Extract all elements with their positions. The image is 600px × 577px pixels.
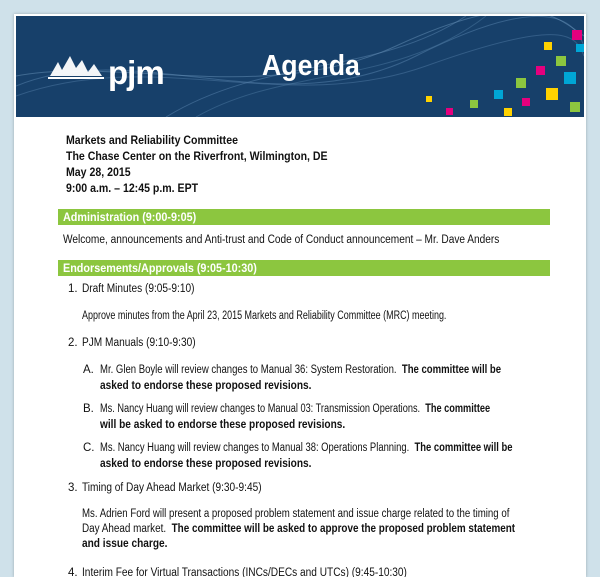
meeting-date: May 28, 2015	[66, 165, 131, 179]
header-banner	[16, 16, 584, 117]
agenda-page	[14, 14, 586, 577]
subitem-text: asked to endorse these proposed revisions.	[100, 380, 312, 392]
subitem-letter: A.	[83, 364, 94, 376]
section-heading: Administration (9:00-9:05)	[63, 210, 197, 224]
subitem-text: will be asked to endorse these proposed revisions.	[100, 419, 346, 431]
committee-name: Markets and Reliability Committee	[66, 133, 238, 147]
administration-text: Welcome, announcements and Anti-trust and Code of Conduct announcement – Mr. Dave Anders	[63, 234, 500, 246]
meeting-location: The Chase Center on the Riverfront, Wilmington, DE	[66, 149, 328, 163]
item-text: Approve minutes from the April 23, 2015 Markets and Reliability Committee (MRC) meeting.	[82, 310, 447, 322]
item-number: 4.	[68, 567, 78, 577]
subitem-text: asked to endorse these proposed revisions.	[100, 458, 312, 470]
subitem-letter: C.	[83, 442, 95, 454]
page-title: Agenda	[262, 50, 360, 82]
item-text: and issue charge.	[82, 538, 168, 550]
item-number: 1.	[68, 283, 78, 295]
item-text: Ms. Adrien Ford will present a proposed problem statement and issue charge related to the timing of	[82, 508, 510, 520]
item-title: Draft Minutes (9:05-9:10)	[82, 283, 195, 295]
item-number: 2.	[68, 337, 78, 349]
subitem-text: Ms. Nancy Huang will review changes to Manual 38: Operations Planning. The committee will be	[100, 442, 513, 454]
subitem-text: Mr. Glen Boyle will review changes to Manual 36: System Restoration. The committee will be	[100, 364, 502, 376]
pjm-logo	[48, 54, 164, 91]
item-number: 3.	[68, 482, 78, 494]
logo-text: pjm	[108, 54, 164, 91]
subitem-letter: B.	[83, 403, 94, 415]
section-administration	[58, 209, 550, 225]
meeting-info	[66, 132, 363, 196]
section-endorsements	[58, 260, 550, 276]
item-title: PJM Manuals (9:10-9:30)	[82, 337, 196, 349]
subitem-text: Ms. Nancy Huang will review changes to Manual 03: Transmission Operations. The committee	[100, 403, 491, 415]
item-title: Timing of Day Ahead Market (9:30-9:45)	[82, 482, 262, 494]
section-heading: Endorsements/Approvals (9:05-10:30)	[63, 261, 257, 275]
pjm-logo-mark-icon	[48, 54, 104, 80]
item-title: Interim Fee for Virtual Transactions (INCs/DECs and UTCs) (9:45-10:30)	[82, 567, 407, 577]
item-text: Day Ahead market. The committee will be asked to approve the proposed problem statement	[82, 523, 516, 535]
meeting-time: 9:00 a.m. – 12:45 p.m. EPT	[66, 181, 199, 195]
